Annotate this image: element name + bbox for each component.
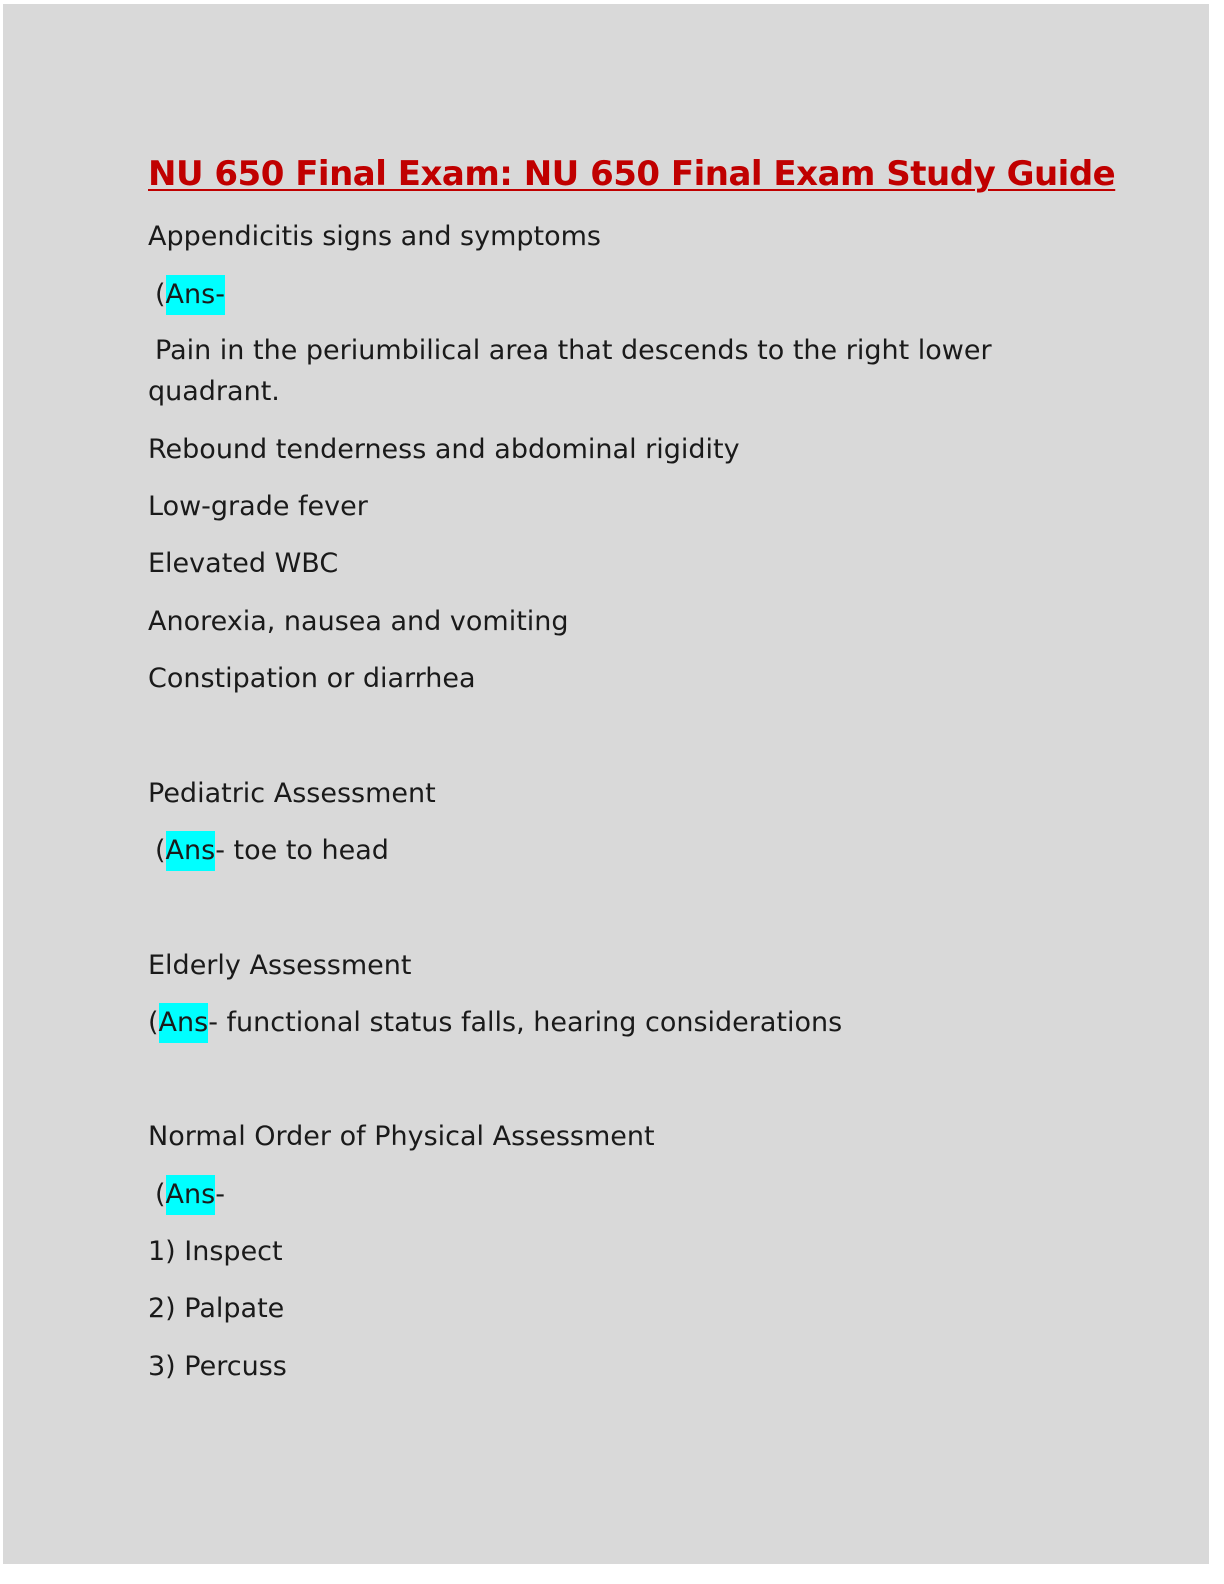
answer-elderly: (Ans- functional status falls, hearing considerations xyxy=(148,1008,842,1038)
document-page xyxy=(3,4,1209,1564)
answer-line: quadrant. xyxy=(148,376,280,407)
answer-marker-physical-order: (Ans- xyxy=(155,1180,225,1210)
document-title: NU 650 Final Exam: NU 650 Final Exam Study Guide xyxy=(148,154,1116,194)
answer-line: Rebound tenderness and abdominal rigidity xyxy=(148,434,740,465)
ans-highlight: Ans xyxy=(159,1003,209,1043)
step-item: 1) Inspect xyxy=(148,1236,283,1267)
answer-line: Constipation or diarrhea xyxy=(148,663,476,694)
question-appendicitis: Appendicitis signs and symptoms xyxy=(148,221,602,252)
question-pediatric: Pediatric Assessment xyxy=(148,778,436,809)
question-elderly: Elderly Assessment xyxy=(148,950,412,981)
answer-marker-appendicitis: (Ans- xyxy=(155,280,225,310)
step-item: 3) Percuss xyxy=(148,1351,287,1382)
ans-highlight: Ans xyxy=(166,831,216,871)
answer-pediatric: (Ans- toe to head xyxy=(155,836,389,866)
answer-line: Elevated WBC xyxy=(148,548,339,579)
ans-highlight: Ans xyxy=(166,275,216,315)
ans-highlight: Ans xyxy=(166,1175,216,1215)
answer-line: Anorexia, nausea and vomiting xyxy=(148,606,569,637)
answer-line: Pain in the periumbilical area that descends to the right lower xyxy=(155,335,992,366)
step-item: 2) Palpate xyxy=(148,1293,285,1324)
question-physical-order: Normal Order of Physical Assessment xyxy=(148,1121,655,1152)
answer-line: Low-grade fever xyxy=(148,491,368,522)
